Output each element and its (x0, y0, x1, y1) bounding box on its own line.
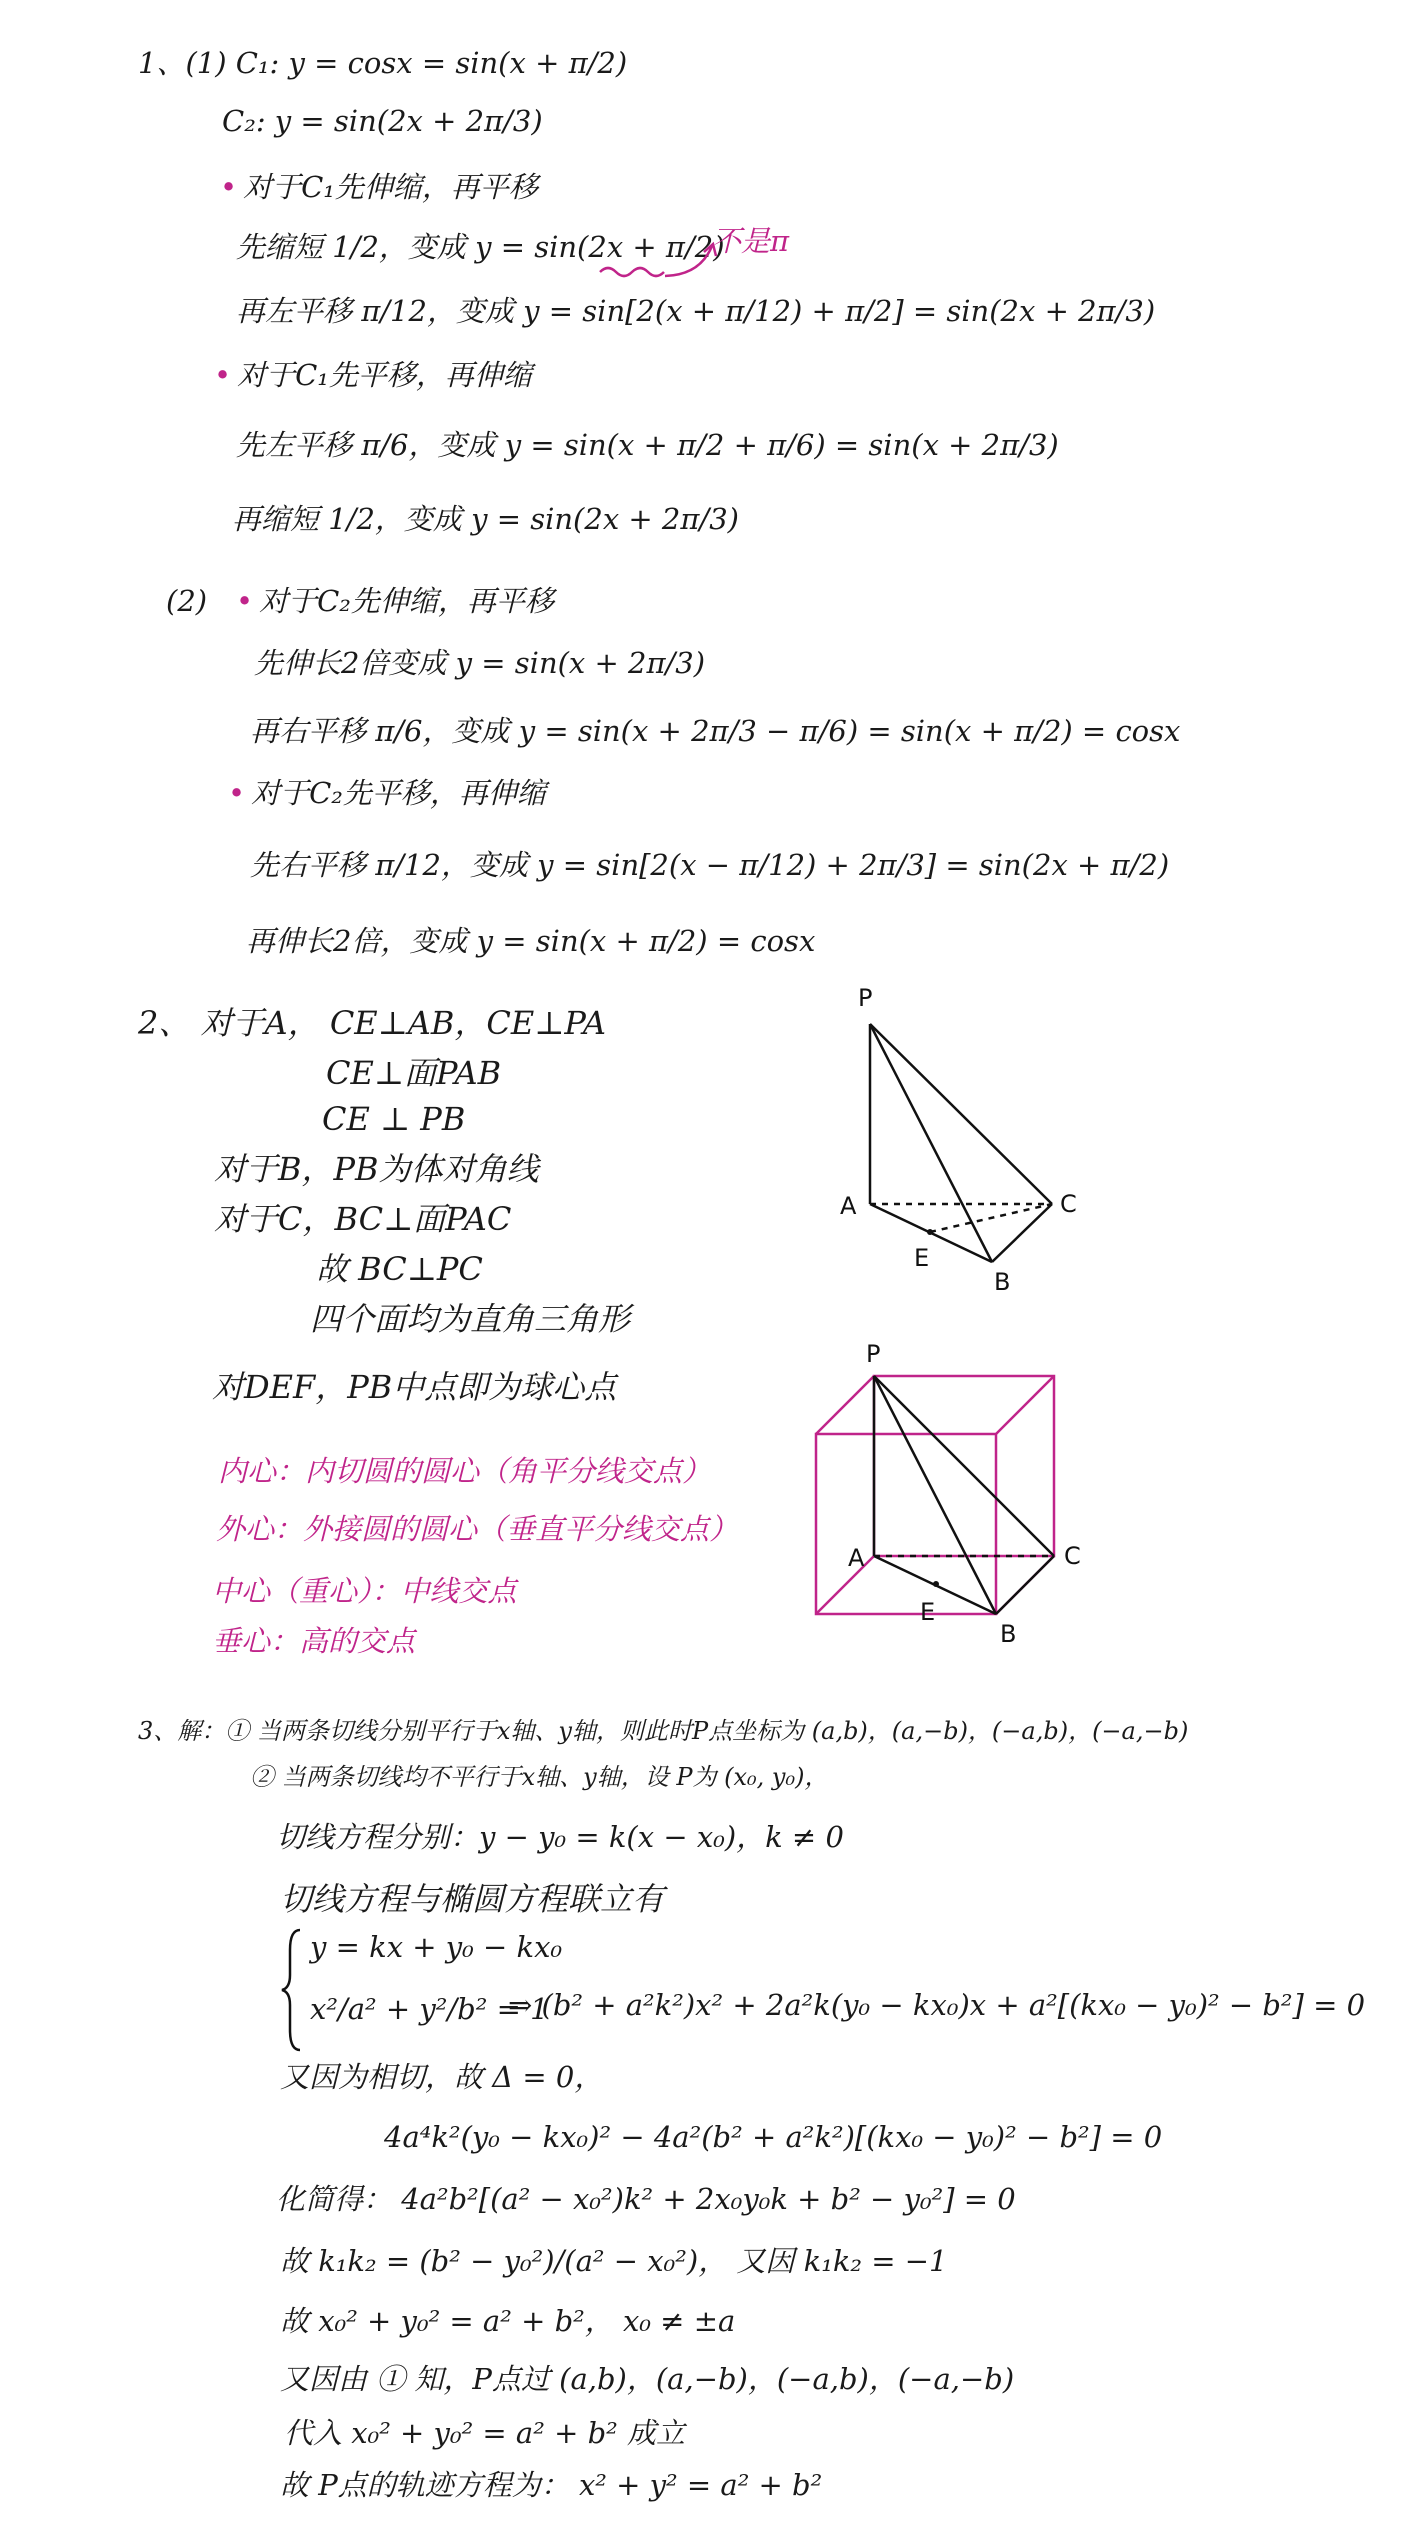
label-b-cube: B (1000, 1620, 1017, 1648)
p3-line-13: 代入 x₀² + y₀² = a² + b² 成立 (284, 2416, 685, 2450)
label-c-cube: C (1064, 1542, 1081, 1570)
p2-orthocenter-note: 垂心：高的交点 (212, 1624, 416, 1658)
p3-line-8: 4a⁴k²(y₀ − kx₀)² − 4a²(b² + a²k²)[(kx₀ − y₀)² − b²] = 0 (384, 2120, 1163, 2154)
point-e-dot (927, 1229, 933, 1235)
p1-line-4: 先缩短 1/2，变成 y = sin(2x + π/2) (236, 230, 725, 264)
p1-line-1: 1、(1) C₁: y = cosx = sin(x + π/2) (138, 46, 628, 80)
bullet-dot: • (236, 584, 254, 618)
p1-line-11: 先伸长2倍变成 y = sin(x + 2π/3) (254, 646, 706, 680)
bullet-dot: • (228, 776, 246, 810)
p2-centroid-note: 中心（重心）：中线交点 (212, 1574, 517, 1608)
p1-line-7: 先左平移 π/6，变成 y = sin(x + π/2 + π/6) = sin(x + 2π/3) (236, 428, 1059, 462)
label-p-cube: P (866, 1340, 881, 1368)
cube-point-e-dot (933, 1581, 939, 1587)
p2-incenter-note: 内心：内切圆的圆心（角平分线交点） (218, 1454, 712, 1488)
system-brace (282, 1930, 300, 2050)
p1-line-8: 再缩短 1/2，变成 y = sin(2x + 2π/3) (232, 502, 739, 536)
p3-line-2: ② 当两条切线均不平行于x轴、y轴，设 P为 (x₀, y₀)， (250, 1763, 829, 1791)
label-e-top: E (914, 1244, 930, 1272)
p1-line-10-text: 对于C₂先伸缩，再平移 (259, 584, 554, 618)
bullet-dot: • (214, 358, 232, 392)
p3-line-3: 切线方程分别：y − y₀ = k(x − x₀)，k ≠ 0 (276, 1820, 844, 1854)
p3-line-6: ⇒ (b² + a²k²)x² + 2a²k(y₀ − kx₀)x + a²[(kx₀ − y₀)² − b²] = 0 (508, 1988, 1366, 2022)
wavy-underline (600, 268, 664, 276)
p3-line-5a: y = kx + y₀ − kx₀ (310, 1930, 563, 1964)
label-a-top: A (840, 1192, 857, 1220)
label-a-cube: A (848, 1544, 865, 1572)
p3-line-10: 故 k₁k₂ = (b² − y₀²)/(a² − x₀²)， 又因 k₁k₂ = −1 (280, 2244, 948, 2278)
p1-line-5: 再左平移 π/12，变成 y = sin[2(x + π/12) + π/2] = sin(2x + 2π/3) (236, 294, 1156, 328)
p3-line-12: 又因由 ① 知，P点过 (a,b)，(a,−b)，(−a,b)，(−a,−b) (280, 2362, 1015, 2396)
tetrahedron-figure (870, 1024, 1052, 1262)
p3-line-1: 3、解：① 当两条切线分别平行于x轴、y轴，则此时P点坐标为 (a,b)，(a,−b)，(−a,b)，(−a,−b) (138, 1717, 1189, 1745)
label-b-top: B (994, 1268, 1011, 1296)
label-c-top: C (1060, 1190, 1077, 1218)
p2-line-4: 对于B，PB为体对角线 (214, 1150, 539, 1188)
cube-figure (816, 1376, 1054, 1614)
p2-line-8: 对DEF，PB中点即为球心点 (212, 1368, 617, 1406)
p3-line-5b: x²/a² + y²/b² = 1 (310, 1992, 549, 2026)
p3-line-9: 化简得： 4a²b²[(a² − x₀²)k² + 2x₀y₀k + b² − y₀²] = 0 (276, 2182, 1016, 2216)
p1-line-3-text: 对于C₁先伸缩，再平移 (243, 170, 538, 204)
p1-line-15: 再伸长2倍，变成 y = sin(x + π/2) = cosx (246, 924, 816, 958)
p1-line-2: C₂: y = sin(2x + 2π/3) (222, 104, 543, 138)
p2-line-2: CE⊥面PAB (326, 1054, 502, 1092)
bullet-dot: • (220, 170, 238, 204)
p1-note-not-pi: 不是π (712, 224, 790, 258)
p2-line-7: 四个面均为直角三角形 (310, 1300, 631, 1338)
label-p-top: P (858, 984, 873, 1012)
p3-line-14: 故 P点的轨迹方程为： x² + y² = a² + b² (280, 2468, 823, 2502)
p2-line-5: 对于C，BC⊥面PAC (214, 1200, 512, 1238)
p3-line-7: 又因为相切，故 Δ = 0， (280, 2060, 604, 2094)
p1-line-13-text: 对于C₂先平移，再伸缩 (251, 776, 546, 810)
p2-line-6: 故 BC⊥PC (316, 1250, 483, 1288)
p3-line-4: 切线方程与椭圆方程联立有 (280, 1880, 665, 1918)
p3-line-11: 故 x₀² + y₀² = a² + b²， x₀ ≠ ±a (280, 2304, 736, 2338)
p2-circumcenter-note: 外心：外接圆的圆心（垂直平分线交点） (216, 1512, 739, 1546)
label-e-cube: E (920, 1598, 936, 1626)
p2-line-3: CE ⊥ PB (322, 1100, 466, 1138)
p1-line-12: 再右平移 π/6，变成 y = sin(x + 2π/3 − π/6) = sin(x + π/2) = cosx (250, 714, 1181, 748)
p1-line-9: (2) (166, 584, 208, 618)
p2-line-1: 2、 对于A， CE⊥AB，CE⊥PA (138, 1004, 607, 1042)
p1-line-6-text: 对于C₁先平移，再伸缩 (237, 358, 532, 392)
p1-line-14: 先右平移 π/12，变成 y = sin[2(x − π/12) + 2π/3] = sin(2x + π/2) (250, 848, 1170, 882)
